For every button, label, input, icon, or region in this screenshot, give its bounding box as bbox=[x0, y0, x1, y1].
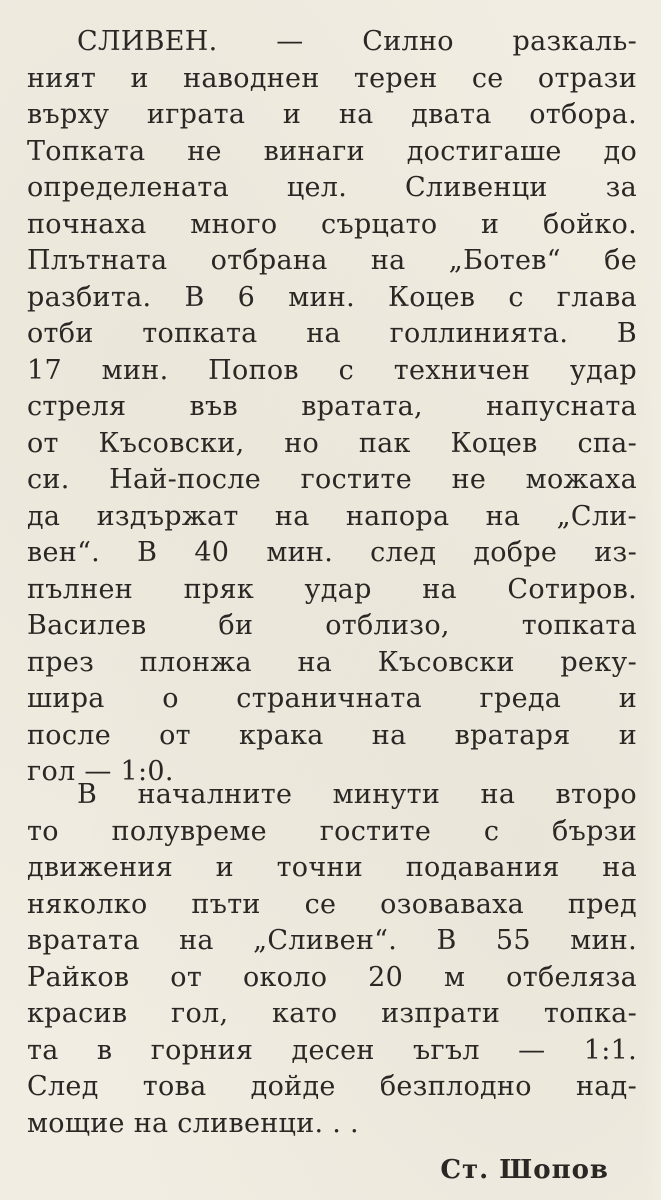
page-edge-fade bbox=[643, 0, 661, 1200]
text-line: си. Най-после гостите не можаха bbox=[27, 464, 637, 495]
author-signature: Ст. Шопов bbox=[440, 1155, 609, 1185]
text-line: през плонжа на Късовски реку- bbox=[27, 646, 637, 678]
text-line: шира о страничната греда и bbox=[27, 683, 637, 714]
text-line: то полувреме гостите с бързи bbox=[27, 815, 637, 847]
text-line: красив гол, като изпрати топка- bbox=[27, 998, 637, 1029]
text-line: В началните минути на второ bbox=[77, 779, 637, 810]
text-line: вратата на „Сливен“. В 55 мин. bbox=[27, 925, 637, 956]
text-line: Плътната отбрана на „Ботев“ бе bbox=[27, 245, 637, 276]
text-line: после от крака на вратаря и bbox=[27, 719, 637, 751]
text-line: След това дойде безплодно над- bbox=[27, 1071, 637, 1102]
text-line: стреля във вратата, напусната bbox=[27, 391, 637, 422]
text-line: върху играта и на двата отбора. bbox=[27, 99, 637, 130]
text-line: Райков от около 20 м отбеляза bbox=[27, 961, 637, 993]
text-line: отби топката на голлинията. В bbox=[27, 318, 637, 349]
text-line: движения и точни подавания на bbox=[27, 852, 637, 883]
text-line: няколко пъти се озоваваха пред bbox=[27, 888, 637, 920]
article-paragraph-1 bbox=[27, 24, 637, 791]
text-line: гол — 1:0. bbox=[27, 756, 174, 787]
text-line: вен“. В 40 мин. след добре из- bbox=[27, 537, 637, 568]
text-line: СЛИВЕН. — Силно разкаль- bbox=[77, 26, 637, 57]
text-line: от Късовски, но пак Коцев спа- bbox=[27, 427, 637, 459]
text-line: 17 мин. Попов с техничен удар bbox=[27, 354, 637, 386]
text-line: та в горния десен ъгъл — 1:1. bbox=[27, 1034, 637, 1066]
text-line: определената цел. Сливенци за bbox=[27, 172, 637, 203]
text-line: почнаха много сърцато и бойко. bbox=[27, 208, 637, 240]
text-line: разбита. В 6 мин. Коцев с глава bbox=[27, 281, 637, 313]
text-line: Топката не винаги достигаше до bbox=[27, 135, 637, 167]
text-line: пълнен пряк удар на Сотиров. bbox=[27, 573, 637, 605]
text-line: да издържат на напора на „Сли- bbox=[27, 500, 637, 532]
text-line: мощие на сливенци. . . bbox=[27, 1107, 359, 1139]
text-line: Василев би отблизо, топката bbox=[27, 610, 637, 641]
article-paragraph-2 bbox=[27, 777, 637, 1142]
text-line: ният и наводнен терен се отрази bbox=[27, 62, 637, 94]
